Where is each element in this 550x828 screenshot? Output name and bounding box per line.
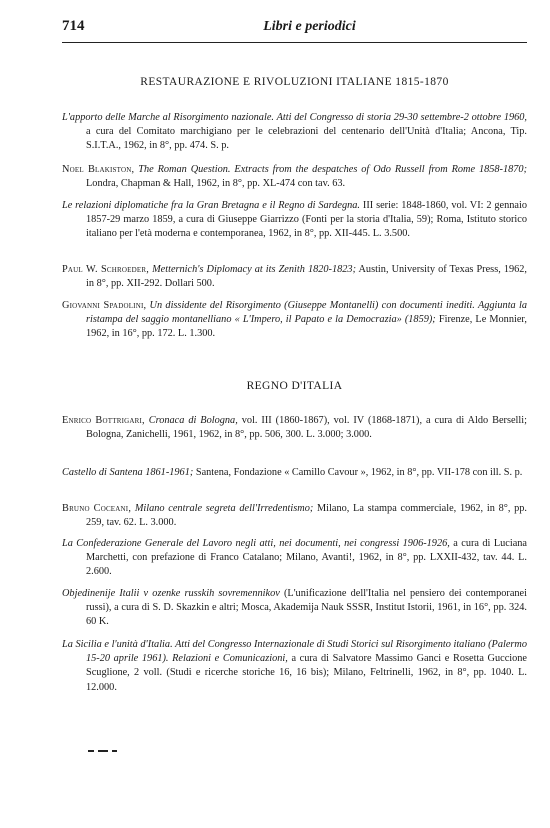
entry-details: Firenze, Le Monnier, 1962, in 16°, pp. 172. L. 1.300. — [86, 314, 528, 340]
bibliography-entry — [62, 163, 527, 191]
entry-title: Cronaca di Bologna, — [144, 415, 238, 426]
entry-author: Noel Blakiston, — [62, 164, 135, 175]
entry-details: a cura di Salvatore Massimo Ganci e Rosetta Guccione Scuglione, 2 voll. (Studi e ricerche storiche 16, 16 bis); Milano, Feltrinelli, 1962, in 8°, pp. 1040. L. 12.000. — [86, 653, 527, 693]
entry-details: Santena, Fondazione « Camillo Cavour », 1962, in 8°, pp. VII-178 con ill. S. p. — [193, 467, 523, 478]
entry-title: Metternich's Diplomacy at its Zenith 1820-1823; — [149, 264, 356, 275]
entry-author: Paul W. Schroeder, — [62, 264, 150, 275]
entry-title: Objedinenije Italii v ozenke russkih sovremennikov — [62, 588, 280, 599]
entry-title: Milano centrale segreta dell'Irredentismo; — [131, 503, 314, 514]
bibliography-entry — [62, 502, 527, 530]
running-head — [62, 18, 527, 40]
header-rule — [62, 42, 527, 43]
entry-details: Londra, Chapman & Hall, 1962, in 8°, pp. XL-474 con tav. 63. — [86, 178, 346, 190]
entry-title: The Roman Question. Extracts from the despatches of Odo Russell from Rome 1858-1870; — [134, 164, 527, 175]
bibliography-entry — [62, 111, 527, 154]
bibliography-entry — [62, 199, 527, 242]
entry-details: Austin, University of Texas Press, 1962, in 8°, pp. XII-292. Dollari 500. — [86, 264, 527, 290]
bibliography-entry — [62, 587, 527, 630]
bibliography-entry — [62, 414, 527, 442]
entry-title: La Confederazione Generale del Lavoro negli atti, nei documenti, nei congressi 1906-1926, — [62, 538, 450, 549]
entry-title: L'apporto delle Marche al Risorgimento nazionale. Atti del Congresso di storia 29-30 settembre-2 ottobre 1960, — [62, 112, 527, 123]
ink-smudge — [88, 740, 128, 750]
entry-title: La Sicilia e l'unità d'Italia. Atti del Congresso Internazionale di Studi Storici sul Risorgimento italiano (Palermo 15-20 aprile 1961). Relazioni e Comunicazioni, — [62, 639, 527, 665]
entry-details: vol. III (1860-1867), vol. IV (1868-1871), a cura di Aldo Berselli; Bologna, Zanichelli, 1961, 1962, in 8°, pp. 506, 300. L. 3.000; 3.000. — [86, 415, 527, 441]
entry-details: III serie: 1848-1860, vol. VI: 2 gennaio 1857-29 marzo 1859, a cura di Giuseppe Giarrizzo (Fonti per la storia d'Italia, 59); Roma, Istituto storico italiano per l'età moderna e contemporanea, 1962, in 8°, pp. XII-445. L. 3.500. — [86, 200, 528, 240]
entry-title: Un dissidente del Risorgimento (Giuseppe Montanelli) con documenti inediti. Aggiunta la ristampa del saggio montanelliano « L'Impero, il Papato e la Democrazia» (1859); — [86, 300, 527, 326]
section-title: RESTAURAZIONE E RIVOLUZIONI ITALIANE 1815-1870 — [140, 76, 449, 88]
entry-title: Castello di Santena 1861-1961; — [62, 467, 194, 478]
bibliography-entry — [62, 466, 527, 480]
entry-author: Bruno Coceani, — [62, 503, 132, 514]
entry-details: (L'unificazione dell'Italia nel pensiero dei contemporanei russi), a cura di S. D. Skazkin e altri; Mosca, Akademija Nauk SSSR, Institut Istorii, 1961, in 16°, pp. 324. 60 K. — [86, 588, 527, 628]
entry-title: Le relazioni diplomatiche fra la Gran Bretagna e il Regno di Sardegna. — [62, 200, 361, 211]
page-number: 714 — [62, 18, 85, 34]
bibliography-entry — [62, 263, 527, 291]
entry-details: a cura di Luciana Marchetti, con prefazione di Franco Catalano; Milano, Avanti!, 1962, in 8°, pp. LXXII-432, tav. 44. L. 2.600. — [86, 538, 527, 578]
bibliography-entry — [62, 299, 527, 342]
entry-author: Enrico Bottrigari, — [62, 415, 145, 426]
section-title: REGNO D'ITALIA — [246, 380, 343, 392]
entry-author: Giovanni Spadolini, — [62, 300, 147, 311]
entry-details: Milano, La stampa commerciale, 1962, in 8°, pp. 259, tav. 62. L. 3.000. — [86, 503, 527, 529]
entry-details: a cura del Comitato marchigiano per le celebrazioni del centenario dell'Unità d'Italia; Ancona, Tip. S.I.T.A., 1962, in 8°, pp. 474. S. p. — [86, 126, 527, 152]
bibliography-entry — [62, 638, 527, 695]
bibliography-entry — [62, 537, 527, 580]
running-title: Libri e periodici — [263, 19, 356, 34]
